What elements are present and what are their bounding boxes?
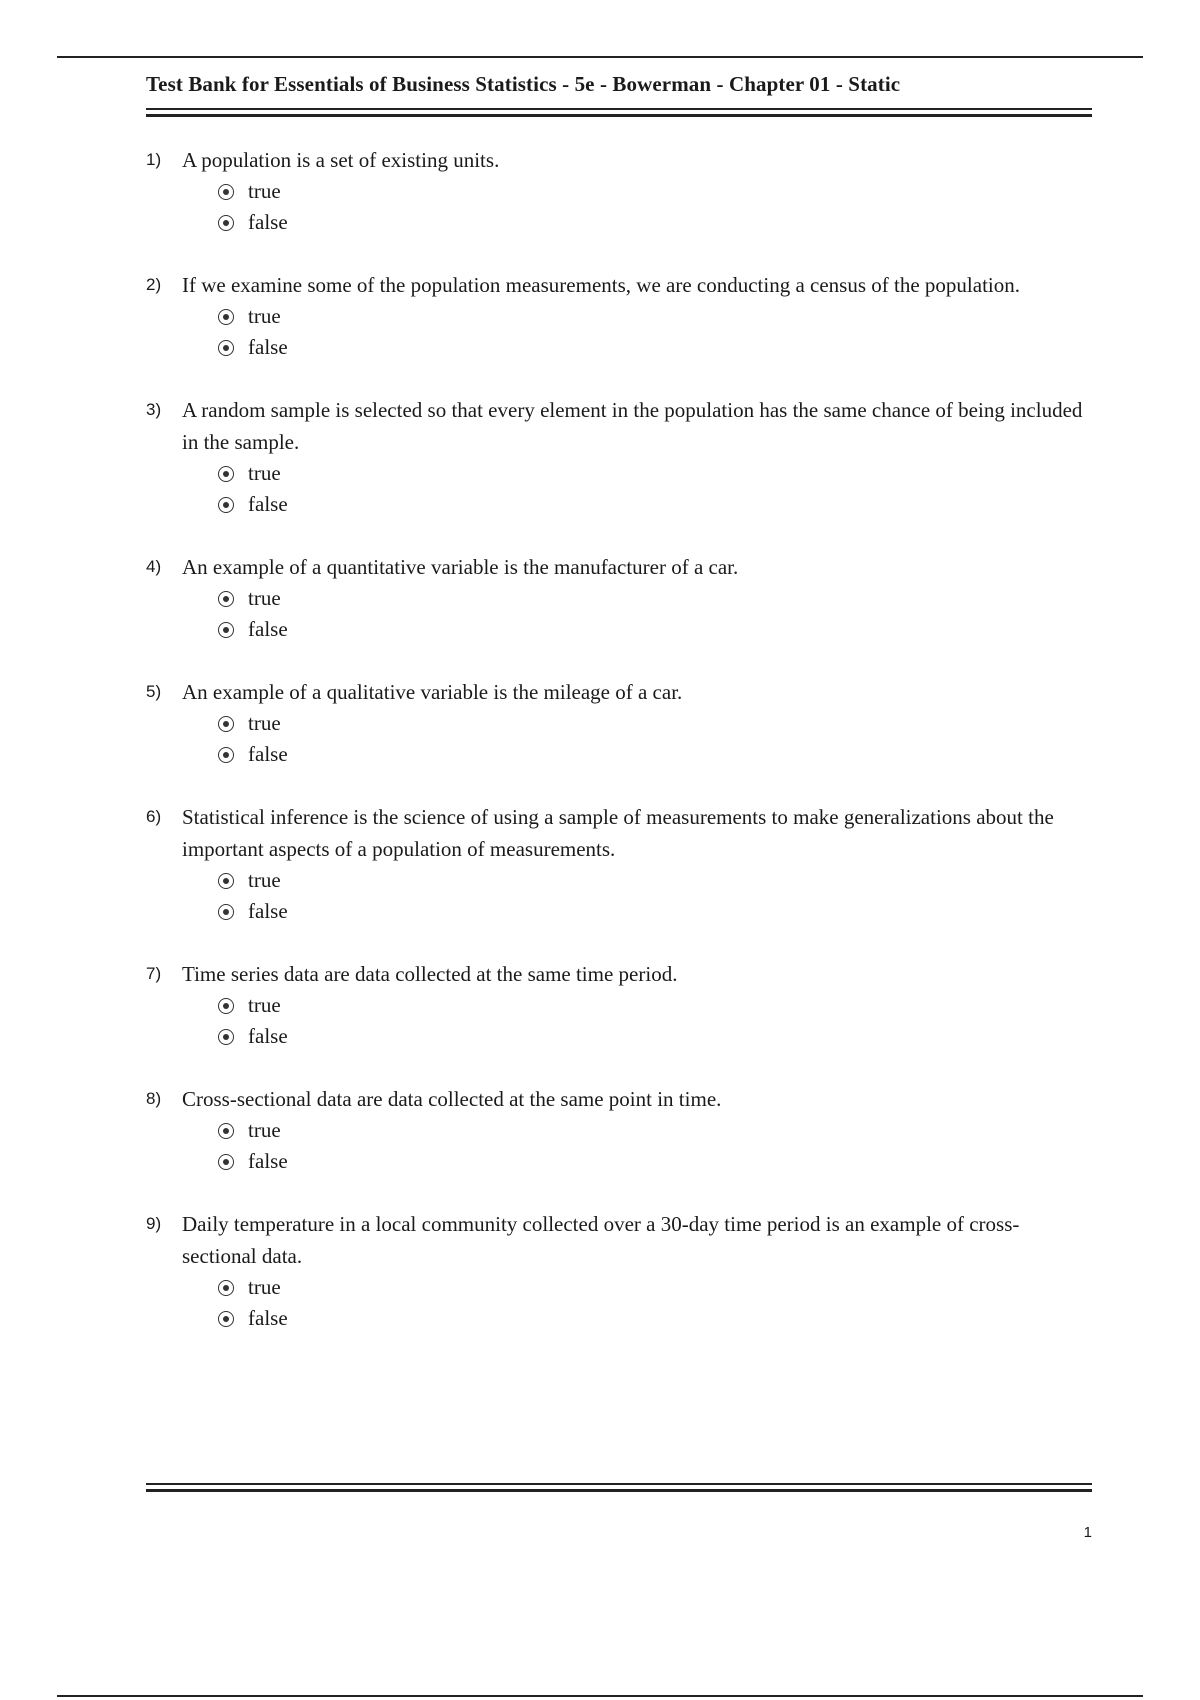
option-label: true [248,1275,281,1299]
radio-icon[interactable] [218,1154,234,1170]
radio-icon[interactable] [218,1123,234,1139]
question-text: Statistical inference is the science of using a sample of measurements to make generalizations about the important aspects of a population of measurements. [182,805,1054,861]
question-text: An example of a quantitative variable is the manufacturer of a car. [182,555,739,579]
radio-icon[interactable] [218,591,234,607]
option-false[interactable] [218,739,1092,770]
option-false[interactable] [218,489,1092,520]
option-false[interactable] [218,1303,1092,1334]
footer-double-rule [146,1483,1092,1492]
option-true[interactable] [218,1115,1092,1146]
answer-options [218,1115,1092,1177]
question-text: A population is a set of existing units. [182,148,500,172]
question-text: A random sample is selected so that every element in the population has the same chance of being included in the sample. [182,398,1083,454]
option-label: false [248,742,288,766]
question-number: 8) [146,1089,162,1108]
option-label: false [248,1024,288,1048]
radio-icon[interactable] [218,1280,234,1296]
radio-icon[interactable] [218,215,234,231]
answer-options [218,458,1092,520]
option-true[interactable] [218,301,1092,332]
radio-icon[interactable] [218,340,234,356]
option-label: false [248,899,288,923]
option-true[interactable] [218,708,1092,739]
question-1 [146,144,1092,238]
answer-options [218,865,1092,927]
radio-icon[interactable] [218,497,234,513]
radio-icon[interactable] [218,466,234,482]
option-false[interactable] [218,332,1092,363]
answer-options [218,990,1092,1052]
answer-options [218,176,1092,238]
option-false[interactable] [218,896,1092,927]
radio-icon[interactable] [218,184,234,200]
option-true[interactable] [218,990,1092,1021]
page-header [146,70,1092,117]
radio-icon[interactable] [218,716,234,732]
question-5 [146,676,1092,770]
option-label: true [248,711,281,735]
question-3 [146,394,1092,520]
question-number: 1) [146,150,162,169]
option-label: true [248,993,281,1017]
option-false[interactable] [218,1146,1092,1177]
option-label: true [248,304,281,328]
option-label: false [248,617,288,641]
option-false[interactable] [218,1021,1092,1052]
radio-icon[interactable] [218,873,234,889]
question-number: 6) [146,807,162,826]
radio-icon[interactable] [218,747,234,763]
question-7 [146,958,1092,1052]
radio-icon[interactable] [218,1029,234,1045]
page-title: Test Bank for Essentials of Business Statistics - 5e - Bowerman - Chapter 01 - Static [146,72,901,96]
question-number: 3) [146,400,162,419]
radio-icon[interactable] [218,904,234,920]
option-label: false [248,335,288,359]
option-true[interactable] [218,1272,1092,1303]
bottom-page-rule [57,1695,1143,1697]
page-number: 1 [1083,1524,1092,1541]
option-label: true [248,586,281,610]
answer-options [218,1272,1092,1334]
question-list [146,144,1092,1365]
answer-options [218,708,1092,770]
question-text: Daily temperature in a local community collected over a 30-day time period is an example of cross-sectional data. [182,1212,1020,1268]
radio-icon[interactable] [218,998,234,1014]
question-8 [146,1083,1092,1177]
option-label: true [248,1118,281,1142]
option-false[interactable] [218,207,1092,238]
option-label: false [248,1149,288,1173]
question-number: 2) [146,275,162,294]
question-text: An example of a qualitative variable is the mileage of a car. [182,680,683,704]
radio-icon[interactable] [218,309,234,325]
question-text: Cross-sectional data are data collected at the same point in time. [182,1087,722,1111]
option-label: false [248,1306,288,1330]
question-text: If we examine some of the population measurements, we are conducting a census of the population. [182,273,1020,297]
option-label: true [248,868,281,892]
option-label: true [248,179,281,203]
radio-icon[interactable] [218,622,234,638]
option-label: true [248,461,281,485]
top-page-rule [57,56,1143,58]
question-4 [146,551,1092,645]
question-6 [146,801,1092,927]
question-2 [146,269,1092,363]
option-true[interactable] [218,176,1092,207]
option-false[interactable] [218,614,1092,645]
page-footer [146,1483,1092,1492]
question-number: 5) [146,682,162,701]
question-text: Time series data are data collected at the same time period. [182,962,678,986]
question-number: 9) [146,1214,162,1233]
answer-options [218,583,1092,645]
option-label: false [248,492,288,516]
header-double-rule [146,108,1092,117]
question-9 [146,1208,1092,1334]
answer-options [218,301,1092,363]
question-number: 7) [146,964,162,983]
option-true[interactable] [218,458,1092,489]
option-true[interactable] [218,865,1092,896]
option-true[interactable] [218,583,1092,614]
option-label: false [248,210,288,234]
question-number: 4) [146,557,162,576]
radio-icon[interactable] [218,1311,234,1327]
